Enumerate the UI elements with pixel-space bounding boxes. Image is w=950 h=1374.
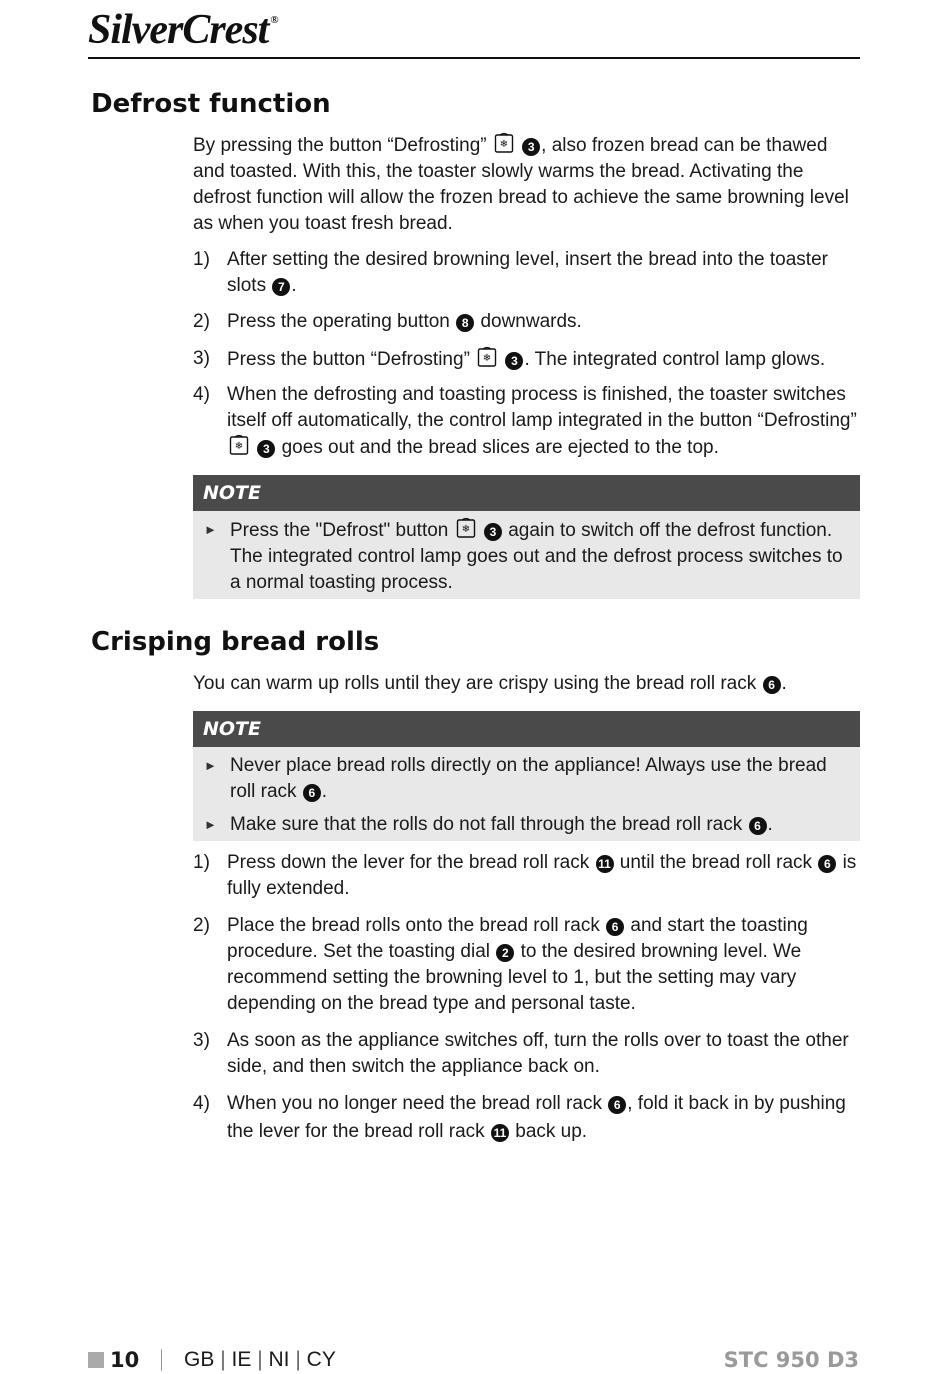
crisping-step bbox=[193, 1090, 860, 1146]
step-text-a: When you no longer need the bread roll rack bbox=[227, 1093, 602, 1114]
note-item bbox=[193, 517, 860, 596]
step-text: As soon as the appliance switches off, turn the rolls over to toast the other side, and then switch the appliance back on. bbox=[227, 1030, 849, 1077]
note-text-b: . bbox=[767, 814, 773, 835]
note-text-a: Press the "Defrost" button bbox=[230, 520, 449, 541]
step-text-b: and start the toasting procedure. Set the toasting dial bbox=[227, 915, 808, 962]
defrost-intro-text-b: , also frozen bread can be thawed and toasted. With this, the toaster slowly warms the bread. Activating the defrost function will allow the frozen bread to achieve the same browning level as when you toast fresh bread. bbox=[193, 135, 849, 234]
step-text bbox=[227, 346, 860, 373]
note-heading: NOTE bbox=[193, 711, 860, 747]
footer-separator bbox=[161, 1349, 162, 1371]
defrost-step bbox=[193, 309, 860, 335]
registered-mark: ® bbox=[270, 14, 278, 26]
lang-code: CY bbox=[306, 1348, 336, 1371]
step-number: 4) bbox=[193, 384, 210, 405]
ref-number: 6 bbox=[818, 855, 836, 873]
svg-text:❄: ❄ bbox=[461, 524, 470, 535]
defrost-icon bbox=[229, 434, 249, 456]
step-text-b: until the bread roll rack bbox=[619, 852, 813, 873]
ref-number: 3 bbox=[257, 440, 275, 458]
ref-number: 6 bbox=[606, 918, 624, 936]
step-text-b: , fold it back in by pushing the lever for the bread roll rack bbox=[227, 1093, 846, 1142]
defrost-step bbox=[193, 247, 860, 299]
note-text-a: Never place bread rolls directly on the appliance! Always use the bread roll rack bbox=[230, 755, 827, 802]
step-text-a: When the defrosting and toasting process is finished, the toaster switches itself off automatically, the control lamp integrated in the button “Defrosting” bbox=[227, 384, 857, 431]
step-text-a: Press the button “Defrosting” bbox=[227, 349, 470, 370]
step-number: 1) bbox=[193, 249, 210, 270]
crisping-step bbox=[193, 913, 860, 1017]
brand-logo-text: SilverCrest bbox=[88, 7, 269, 53]
note-text-b: again to switch off the defrost function. The integrated control lamp goes out and the defrost process switches to a normal toasting process. bbox=[230, 520, 843, 593]
step-text-b: downwards. bbox=[480, 311, 582, 332]
step-text-c: to the desired browning level. We recommend setting the browning level to 1, but the setting may vary depending on the bread type and personal taste. bbox=[227, 941, 802, 1014]
lang-code: IE bbox=[231, 1348, 252, 1371]
step-text-b: . bbox=[291, 275, 297, 296]
step-text-a: Press down the lever for the bread roll rack bbox=[227, 852, 590, 873]
step-text bbox=[227, 382, 860, 461]
ref-number: 3 bbox=[522, 138, 540, 156]
step-number: 2) bbox=[193, 311, 210, 332]
header-rule bbox=[88, 57, 860, 59]
defrost-step bbox=[193, 382, 860, 461]
ref-number: 11 bbox=[596, 855, 614, 873]
step-number: 1) bbox=[193, 852, 210, 873]
crisping-intro-text-a: You can warm up rolls until they are crispy using the bread roll rack bbox=[193, 673, 757, 694]
section-title-crisping: Crisping bread rolls bbox=[91, 627, 380, 657]
lang-code: NI bbox=[268, 1348, 290, 1371]
ref-number: 8 bbox=[456, 314, 474, 332]
footer-square-marker bbox=[88, 1352, 104, 1368]
step-text-c: is fully extended. bbox=[227, 852, 857, 899]
step-text-a: After setting the desired browning level, insert the bread into the toaster slots bbox=[227, 249, 828, 296]
crisping-intro-text-b: . bbox=[781, 673, 787, 694]
note-item bbox=[193, 812, 860, 838]
step-text bbox=[227, 1090, 860, 1146]
brand-logo bbox=[88, 6, 278, 54]
note-box-crisping bbox=[193, 711, 860, 841]
defrost-icon bbox=[477, 346, 497, 368]
ref-number: 6 bbox=[749, 817, 767, 835]
svg-text:❄: ❄ bbox=[482, 353, 492, 364]
ref-number: 11 bbox=[491, 1124, 509, 1142]
bullet-arrow-icon: ► bbox=[204, 522, 217, 537]
step-text-b: . The integrated control lamp glows. bbox=[524, 349, 826, 370]
ref-number: 6 bbox=[763, 676, 781, 694]
defrost-icon bbox=[456, 517, 476, 539]
section-title-defrost: Defrost function bbox=[91, 89, 331, 119]
crisping-intro bbox=[193, 671, 860, 697]
defrost-intro-text-a: By pressing the button “Defrosting” bbox=[193, 135, 487, 156]
ref-number: 3 bbox=[484, 523, 502, 541]
note-item bbox=[193, 753, 860, 805]
ref-number: 2 bbox=[496, 944, 514, 962]
step-text-b: goes out and the bread slices are ejected to the top. bbox=[281, 437, 719, 458]
step-number: 3) bbox=[193, 1030, 210, 1051]
lang-code: GB bbox=[184, 1348, 215, 1371]
ref-number: 7 bbox=[272, 278, 290, 296]
note-box-defrost bbox=[193, 475, 860, 599]
note-text-b: . bbox=[321, 781, 328, 802]
step-text bbox=[227, 913, 860, 1017]
step-number: 4) bbox=[193, 1093, 210, 1114]
step-text-a: Press the operating button bbox=[227, 311, 450, 332]
page-number: 10 bbox=[110, 1348, 140, 1372]
ref-number: 3 bbox=[505, 352, 523, 370]
step-text-a: Place the bread rolls onto the bread roll rack bbox=[227, 915, 600, 936]
step-text bbox=[227, 850, 860, 902]
step-text bbox=[227, 309, 860, 335]
step-text-c: back up. bbox=[515, 1121, 588, 1142]
note-heading: NOTE bbox=[193, 475, 860, 511]
step-number: 2) bbox=[193, 915, 210, 936]
step-text bbox=[227, 247, 860, 299]
defrost-intro bbox=[193, 132, 860, 237]
bullet-arrow-icon: ► bbox=[204, 758, 217, 773]
bullet-arrow-icon: ► bbox=[204, 817, 217, 832]
defrost-icon bbox=[494, 132, 514, 154]
crisping-step bbox=[193, 1028, 860, 1080]
defrost-step bbox=[193, 346, 860, 373]
crisping-step bbox=[193, 850, 860, 902]
model-number: STC 950 D3 bbox=[723, 1348, 859, 1372]
svg-text:❄: ❄ bbox=[499, 139, 509, 150]
footer-languages: GB | IE | NI | CY bbox=[184, 1348, 336, 1371]
note-text-a: Make sure that the rolls do not fall through the bread roll rack bbox=[230, 814, 743, 835]
svg-text:❄: ❄ bbox=[234, 441, 244, 452]
ref-number: 6 bbox=[608, 1096, 626, 1114]
ref-number: 6 bbox=[303, 784, 321, 802]
step-number: 3) bbox=[193, 348, 210, 369]
